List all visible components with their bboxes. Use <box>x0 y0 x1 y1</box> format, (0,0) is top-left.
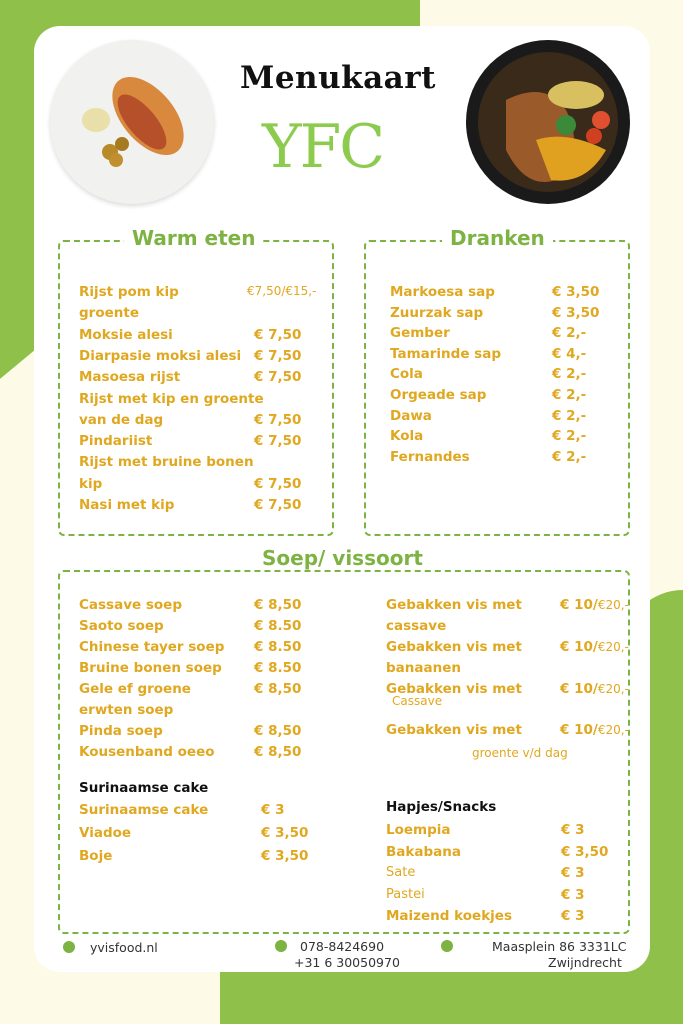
snack-item-price: € 3 <box>561 886 585 903</box>
dranken-title: Dranken <box>442 226 553 250</box>
cake-heading: Surinaamse cake <box>79 780 209 796</box>
soep-item-price: € 8.50 <box>254 660 302 676</box>
snack-item-price: € 3 <box>561 865 585 882</box>
vis-note-groente: groente v/d dag <box>472 746 568 760</box>
warm-item-price: € 7,50 <box>254 411 302 428</box>
drank-item-name: Dawa <box>390 407 432 424</box>
snack-item-name: Maizend koekjes <box>386 908 513 925</box>
address-line-2: Zwijndrecht <box>548 955 622 970</box>
vis-item-price: € 10/€20,- <box>560 681 629 697</box>
drank-item-price: € 2,- <box>552 428 587 445</box>
drank-item-name: Markoesa sap <box>390 284 495 300</box>
warm-item-price: € 7,50 <box>254 347 302 364</box>
snack-item-price: € 3,50 <box>561 843 609 860</box>
vis-item-name: Gebakken vis met <box>386 597 522 613</box>
warm-item-name: Pindariist <box>79 433 153 450</box>
soep-item-price: € 8.50 <box>254 618 302 634</box>
warm-item-price: €7,50/€15,- <box>247 284 317 298</box>
snack-item-price: € 3 <box>561 908 585 925</box>
soep-item-name: Kousenband oeeo <box>79 744 215 760</box>
cake-item-name: Viadoe <box>79 825 132 841</box>
warm-item-price: € 7,50 <box>254 326 302 343</box>
soep-item-price: € 8.50 <box>254 639 302 655</box>
warm-item-name: Masoesa rijst <box>79 369 181 386</box>
cake-item-name: Surinaamse cake <box>79 802 209 818</box>
phone-icon <box>275 940 287 952</box>
warm-item-name: Nasi met kip <box>79 497 175 513</box>
drank-item-price: € 2,- <box>552 407 587 424</box>
globe-icon <box>63 941 75 953</box>
soep-item-price: € 8,50 <box>254 723 302 739</box>
soep-item-price: € 8,50 <box>254 681 302 697</box>
page-title: Menukaart <box>240 60 436 96</box>
website-link[interactable]: yvisfood.nl <box>90 940 158 955</box>
vis-item-name: cassave <box>386 618 447 634</box>
vis-item-name: banaanen <box>386 660 461 676</box>
soep-item-price: € 8,50 <box>254 744 302 760</box>
warm-item-name: Rijst pom kip <box>79 284 179 300</box>
cake-item-price: € 3,50 <box>261 848 309 864</box>
drank-item-price: € 2,- <box>552 366 587 383</box>
warm-item-price: € 7,50 <box>254 433 302 450</box>
drank-item-name: Tamarinde sap <box>390 345 501 362</box>
warm-item-price: € 7,50 <box>254 475 302 492</box>
vis-item-name: Gebakken vis met <box>386 681 522 697</box>
address-line-1: Maasplein 86 3331LC <box>492 939 627 954</box>
warm-item-price: € 7,50 <box>254 497 302 513</box>
soep-item-name: Chinese tayer soep <box>79 639 225 655</box>
soep-item-price: € 8,50 <box>254 597 302 613</box>
drank-item-name: Gember <box>390 325 450 342</box>
vis-item-name: Gebakken vis met <box>386 639 522 655</box>
soep-item-name: Pinda soep <box>79 723 163 739</box>
drank-item-price: € 2,- <box>552 387 587 403</box>
snack-item-price: € 3 <box>561 822 585 838</box>
snacks-heading: Hapjes/Snacks <box>386 799 497 815</box>
noodle-bowl-image <box>466 40 630 204</box>
warm-item-name: kip <box>79 475 103 492</box>
broodje-image <box>50 40 214 204</box>
soep-item-name: erwten soep <box>79 702 174 718</box>
warm-item-name: Moksie alesi <box>79 326 173 343</box>
snack-item-name: Sate <box>386 865 416 881</box>
location-icon <box>441 940 453 952</box>
drank-item-name: Kola <box>390 428 424 445</box>
drank-item-name: Zuurzak sap <box>390 304 484 321</box>
snack-item-name: Bakabana <box>386 843 461 860</box>
soep-item-name: Cassave soep <box>79 597 182 613</box>
vis-item-price: € 10/€20,- <box>560 639 629 655</box>
warm-eten-title: Warm eten <box>124 226 263 250</box>
warm-item-name: groente <box>79 305 139 322</box>
drank-item-price: € 3,50 <box>552 284 600 300</box>
warm-item-price: € 7,50 <box>254 369 302 386</box>
snack-item-name: Loempia <box>386 822 451 838</box>
drank-item-name: Fernandes <box>390 448 470 465</box>
vis-note-cassave: Cassave <box>392 694 443 708</box>
cake-item-price: € 3,50 <box>261 825 309 841</box>
drank-item-name: Cola <box>390 366 423 383</box>
drank-item-name: Orgeade sap <box>390 387 487 403</box>
warm-item-name: Rijst met bruine bonen <box>79 454 254 471</box>
phone-number-1[interactable]: 078-8424690 <box>300 939 385 954</box>
drank-item-price: € 3,50 <box>552 304 600 321</box>
drank-item-price: € 2,- <box>552 325 587 342</box>
warm-item-name: Rijst met kip en groente <box>79 390 264 407</box>
drank-item-price: € 2,- <box>552 448 587 465</box>
soep-item-name: Bruine bonen soep <box>79 660 222 676</box>
phone-number-2[interactable]: +31 6 30050970 <box>294 955 400 970</box>
warm-item-name: van de dag <box>79 411 164 428</box>
cake-item-name: Boje <box>79 848 113 864</box>
vis-price-last: € 10/€20,- <box>560 722 629 738</box>
cake-item-price: € 3 <box>261 802 285 818</box>
snack-item-name: Pastei <box>386 886 425 902</box>
yfc-logo: YFC <box>262 112 384 182</box>
vis-item-price: € 10/€20,- <box>560 597 629 613</box>
drank-item-price: € 4,- <box>552 345 587 362</box>
soep-item-name: Gele ef groene <box>79 681 191 697</box>
vis-item-last: Gebakken vis met <box>386 722 522 738</box>
soep-title: Soep/ vissoort <box>254 546 431 570</box>
soep-item-name: Saoto soep <box>79 618 164 634</box>
warm-item-name: Diarpasie moksi alesi <box>79 347 242 364</box>
